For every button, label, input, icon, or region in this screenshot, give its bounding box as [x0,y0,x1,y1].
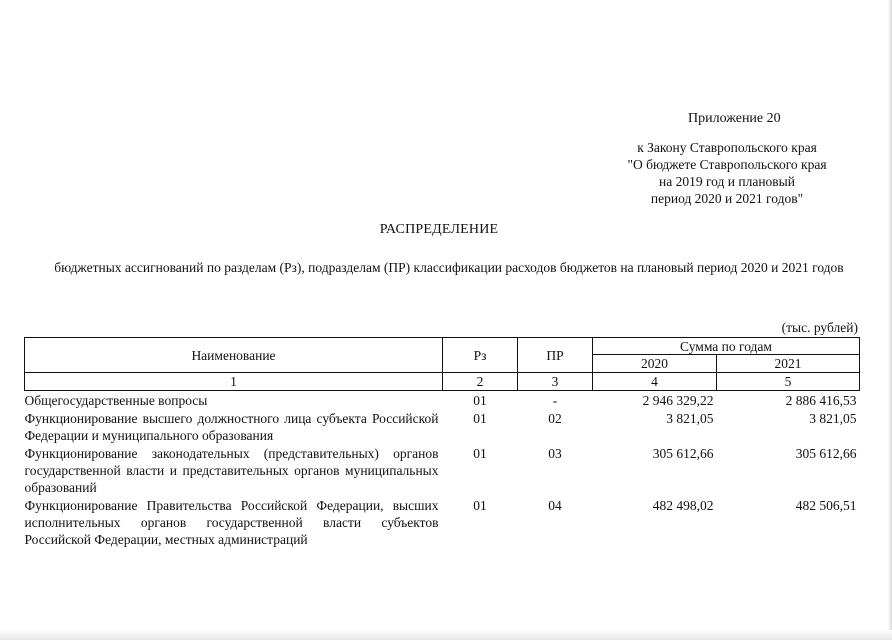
law-ref-line-4: период 2020 и 2021 годов" [650,191,804,206]
table-row [25,409,860,444]
row-sum-2020: 3 821,05 [666,411,714,426]
row-name: Функционирование высшего должностного лица субъекта Российской Федерации и муниципального образования [24,411,439,443]
document-title: РАСПРЕДЕЛЕНИЕ [379,222,499,237]
header-rz: Рз [443,338,518,373]
row-pr: 04 [548,498,562,513]
row-sum-2021: 2 886 416,53 [785,393,857,408]
column-number: 1 [25,373,443,391]
document-subtitle: бюджетных ассигнований по разделам (Рз), подразделам (ПР) классификации расходов бюджетов на плановый период 2020 и 2021 годов [54,260,844,275]
header-sum-group: Сумма по годам [593,338,860,355]
law-reference [602,139,852,207]
row-pr: 02 [548,411,562,426]
row-rz: 01 [473,411,487,426]
table-row [25,444,860,496]
law-ref-line-2: "О бюджете Ставропольского края [627,157,827,172]
row-name: Функционирование законодательных (представительных) органов государственной власти и представительных органов муниципальных образований [24,446,439,495]
row-sum-2021: 3 821,05 [809,411,857,426]
table-row [25,496,860,548]
column-number: 3 [518,373,593,391]
law-ref-line-3: на 2019 год и плановый [659,174,795,189]
scan-edge-shadow [888,0,892,640]
row-sum-2020: 482 498,02 [652,498,714,513]
header-year-2020: 2020 [593,355,717,373]
scan-bottom-shadow [0,630,892,640]
column-number: 2 [443,373,518,391]
header-name: Наименование [25,338,443,373]
header-pr: ПР [518,338,593,373]
column-number: 4 [593,373,717,391]
law-ref-line-1: к Закону Ставропольского края [637,140,817,155]
row-rz: 01 [473,498,487,513]
table-row [25,391,860,410]
header-year-2021: 2021 [717,355,860,373]
row-sum-2021: 482 506,51 [795,498,857,513]
row-sum-2021: 305 612,66 [795,446,857,461]
budget-allocation-table [24,337,860,548]
row-rz: 01 [473,393,487,408]
appendix-title: Приложение 20 [688,111,781,126]
row-pr: - [552,393,558,408]
row-sum-2020: 2 946 329,22 [642,393,714,408]
row-name: Общегосударственные вопросы [24,393,208,408]
column-number: 5 [717,373,860,391]
units-note: (тыс. рублей) [781,320,858,335]
row-rz: 01 [473,446,487,461]
row-name: Функционирование Правительства Российской Федерации, высших исполнительных органов государственной власти субъектов Российской Федерации, местных администраций [24,498,439,547]
row-pr: 03 [548,446,562,461]
row-sum-2020: 305 612,66 [652,446,714,461]
